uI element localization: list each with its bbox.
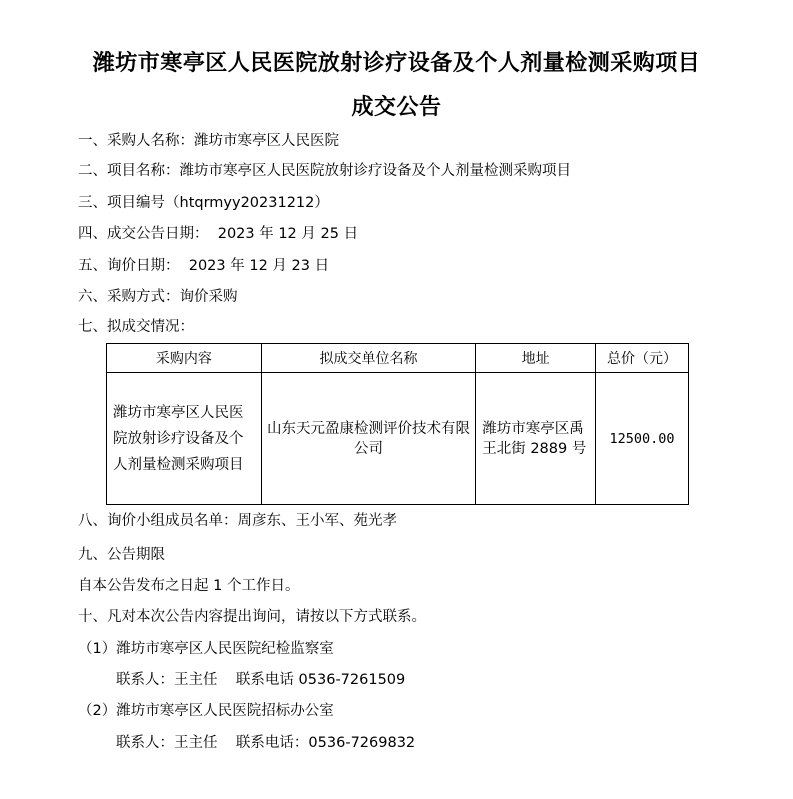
cell-content: 潍坊市寒亭区人民医院放射诊疗设备及个人剂量检测采购项目 bbox=[107, 373, 262, 505]
section-project-number: 三、项目编号（htqrmyy20231212） bbox=[78, 195, 329, 211]
notice-period-body: 自本公告发布之日起 1 个工作日。 bbox=[78, 578, 300, 594]
section-contact-info: 十、凡对本次公告内容提出询问，请按以下方式联系。 bbox=[78, 609, 426, 625]
table-header-row bbox=[107, 344, 689, 373]
contact-1-line: 联系人：王主任 联系电话 0536-7261509 bbox=[116, 672, 406, 688]
table-row bbox=[107, 373, 689, 505]
cell-total-price: 12500.00 bbox=[596, 373, 689, 505]
section-award-status: 七、拟成交情况： bbox=[78, 319, 194, 335]
header-vendor: 拟成交单位名称 bbox=[261, 344, 476, 373]
contact-1-org: （1）潍坊市寒亭区人民医院纪检监察室 bbox=[78, 641, 334, 657]
cell-vendor: 山东天元盈康检测评价技术有限公司 bbox=[261, 373, 476, 505]
section-inquiry-panel: 八、询价小组成员名单：周彦东、王小军、苑光孝 bbox=[78, 513, 397, 529]
header-content: 采购内容 bbox=[107, 344, 262, 373]
section-procurement-method: 六、采购方式：询价采购 bbox=[78, 289, 238, 305]
header-total-price: 总价（元） bbox=[596, 344, 689, 373]
contact-2-org: （2）潍坊市寒亭区人民医院招标办公室 bbox=[78, 703, 334, 719]
contact-2-line: 联系人：王主任 联系电话：0536-7269832 bbox=[116, 735, 416, 751]
section-announcement-date: 四、成交公告日期： 2023 年 12 月 25 日 bbox=[78, 226, 359, 242]
document-subtitle: 成交公告 bbox=[351, 95, 442, 120]
cell-address: 潍坊市寒亭区禹王北街 2889 号 bbox=[476, 373, 596, 505]
award-table bbox=[106, 343, 689, 505]
section-project-name: 二、项目名称：潍坊市寒亭区人民医院放射诊疗设备及个人剂量检测采购项目 bbox=[78, 163, 571, 179]
document-title: 潍坊市寒亭区人民医院放射诊疗设备及个人剂量检测采购项目 bbox=[92, 51, 701, 76]
section-purchaser: 一、采购人名称：潍坊市寒亭区人民医院 bbox=[78, 133, 339, 149]
section-notice-period: 九、公告期限 bbox=[78, 547, 165, 563]
header-address: 地址 bbox=[476, 344, 596, 373]
section-inquiry-date: 五、询价日期： 2023 年 12 月 23 日 bbox=[78, 258, 330, 274]
